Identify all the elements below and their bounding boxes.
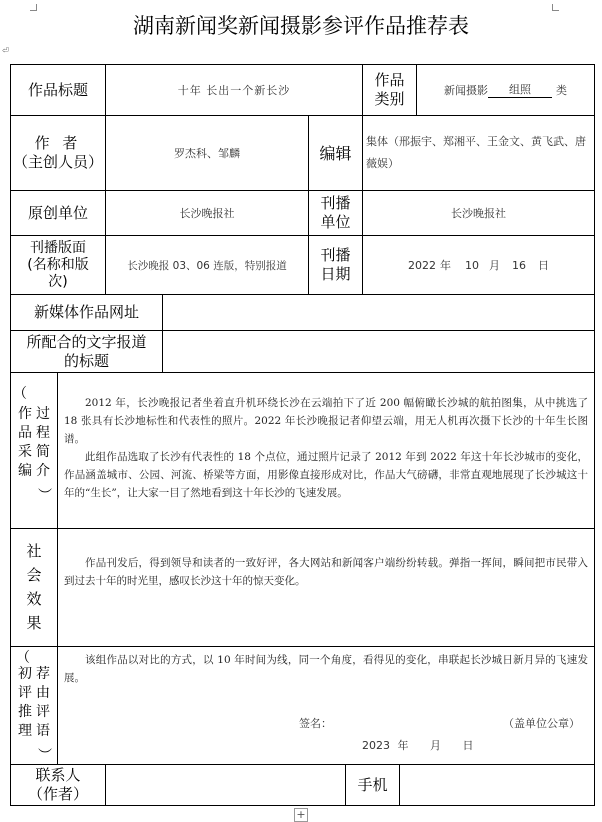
process-label-char: 作 (18, 406, 32, 422)
recommendation-date-year-unit: 年 (397, 739, 409, 752)
recommendation-label-char: 评 (36, 704, 50, 720)
process-label-char: 过 (36, 406, 50, 422)
contact-label-line1: 联系人 (35, 766, 81, 784)
category-label (363, 65, 416, 115)
author-label-line1: 作 者 (34, 134, 82, 152)
contact-label (11, 765, 105, 805)
publish-unit-value: 长沙晚报社 (451, 207, 506, 220)
text-report-title-value[interactable] (163, 331, 594, 372)
social-effect-label (11, 529, 57, 646)
publish-unit-label-line1: 刊播 (320, 194, 351, 212)
publish-edition-label-line2: (名称和版 (27, 256, 89, 273)
recommendation-date (362, 737, 474, 753)
publish-date-month-unit: 月 (489, 259, 500, 272)
process-label-char: 简 (36, 444, 50, 460)
social-effect-label-char: 效 (26, 590, 42, 608)
publish-edition-label-line3: 次) (48, 273, 68, 290)
process-label-char: （ (13, 386, 27, 402)
original-unit-value: 长沙晚报社 (179, 207, 235, 220)
publish-date-year-unit: 年 (440, 259, 451, 272)
process-label-char: 采 (18, 444, 32, 460)
recommendation-label (11, 647, 57, 764)
process-paragraph-1: 2012 年，长沙晚报记者坐着直升机环绕长沙在云端拍下了近 200 幅俯瞰长沙城的航拍图集，从中挑选了 18 张具有长沙地标性和代表性的照片。2022 年长沙晚报记者仰望云端，用无人机再次摄下长沙的十年生长图谱。 (64, 397, 588, 445)
contact-label-line2: （作者） (27, 785, 88, 803)
publish-date-month: 10 (465, 258, 479, 272)
process-paragraph-2: 此组作品选取了长沙有代表性的 18 个点位，通过照片记录了 2012 年到 2022 年这十年长沙城市的变化，作品涵盖城市、公园、河流、桥梁等方面，用影像直接形成对比，作品大气磅礴，非常直观地展现了长沙城这十年的“生长”，让大家一目了然地看到这十年长沙的飞速发展。 (64, 451, 588, 499)
recommendation-paragraph: 该组作品以对比的方式，以 10 年时间为线，同一个角度，看得见的变化，串联起长沙城日新月异的飞速发展。 (64, 654, 588, 684)
add-row-icon[interactable]: + (294, 808, 308, 822)
phone-label: 手机 (357, 775, 388, 794)
process-label (11, 373, 57, 528)
publish-unit-label (309, 191, 362, 235)
author-label-line2: （主创人员） (12, 153, 103, 171)
process-label-char: 介 (36, 463, 50, 479)
publish-date-label (309, 236, 362, 294)
text-report-title-label-line1: 所配合的文字报道 (26, 332, 147, 351)
recommendation-label-char: 初 (18, 666, 32, 682)
recommendation-label-char: 推 (18, 704, 32, 720)
publish-unit-label-line2: 单位 (320, 213, 351, 231)
recommendation-label-char: （ (16, 650, 30, 666)
contact-value[interactable] (106, 765, 345, 805)
publish-date-day: 16 (512, 258, 526, 272)
process-label-char: 程 (36, 425, 50, 441)
recommendation-label-char: 评 (18, 685, 32, 701)
publish-date-day-unit: 日 (538, 259, 549, 272)
social-effect-paragraph: 作品刊发后，得到领导和读者的一致好评，各大网站和新闻客户端纷纷转载。弹指一挥间，瞬间把市民带入到过去十年的时光里，感叹长沙这十年的惊天变化。 (64, 557, 588, 587)
paragraph-mark: ⏎ (2, 46, 9, 55)
recommendation-date-day-unit: 日 (462, 739, 474, 752)
category-label-text: 作品类别 (374, 71, 405, 108)
text-report-title-label-line2: 的标题 (63, 351, 109, 370)
process-label-char: ） (35, 487, 52, 502)
publish-date-value (363, 236, 594, 294)
process-label-char: 编 (18, 463, 32, 479)
work-title-value: 十年 长出一个新长沙 (177, 84, 291, 97)
publish-date-label-line1: 刊播 (320, 246, 351, 264)
crop-mark (552, 4, 559, 11)
recommendation-label-char: 理 (18, 723, 32, 739)
recommendation-label-char: 荐 (36, 666, 50, 682)
editor-value: 集体（邢振宇、郑湘平、王金文、黄飞武、唐薇娱） (366, 135, 586, 170)
publish-edition-value: 长沙晚报 03、06 连版，特别报道 (127, 259, 287, 272)
recommendation-text (64, 651, 588, 687)
publish-date-year: 2022 (408, 258, 436, 272)
new-media-url-label: 新媒体作品网址 (33, 303, 139, 321)
text-report-title-label (11, 331, 162, 372)
publish-edition-label-line1: 刊播版面 (30, 239, 86, 256)
social-effect-label-char: 社 (26, 542, 42, 560)
process-text (64, 394, 588, 502)
publish-date-label-line2: 日期 (320, 265, 351, 283)
phone-value[interactable] (400, 765, 594, 805)
recommendation-date-year: 2023 (362, 739, 390, 752)
crop-mark (30, 4, 37, 11)
process-label-char: 品 (18, 425, 32, 441)
category-suffix: 类 (556, 84, 567, 97)
category-prefix: 新闻摄影 (444, 84, 488, 97)
original-unit-label: 原创单位 (27, 203, 88, 222)
author-value: 罗杰科、邹麟 (174, 147, 240, 160)
work-title-label: 作品标题 (27, 80, 88, 99)
recommendation-label-char: 语 (36, 723, 50, 739)
new-media-url-value[interactable] (163, 295, 594, 330)
editor-label: 编辑 (319, 143, 352, 163)
page-title: 湖南新闻奖新闻摄影参评作品推荐表 (133, 14, 469, 38)
social-effect-text (64, 554, 588, 590)
category-type: 组照 (488, 83, 552, 98)
publish-edition-label (11, 236, 105, 294)
recommendation-label-char: 由 (36, 685, 50, 701)
signature-label: 签名： (299, 717, 332, 730)
social-effect-label-char: 会 (26, 566, 42, 584)
seal-note: （盖单位公章） (503, 717, 580, 730)
recommendation-date-month-unit: 月 (430, 739, 441, 752)
category-value (417, 65, 594, 115)
author-label (11, 116, 105, 190)
social-effect-label-char: 果 (26, 614, 42, 632)
recommendation-label-char: ） (35, 747, 52, 762)
